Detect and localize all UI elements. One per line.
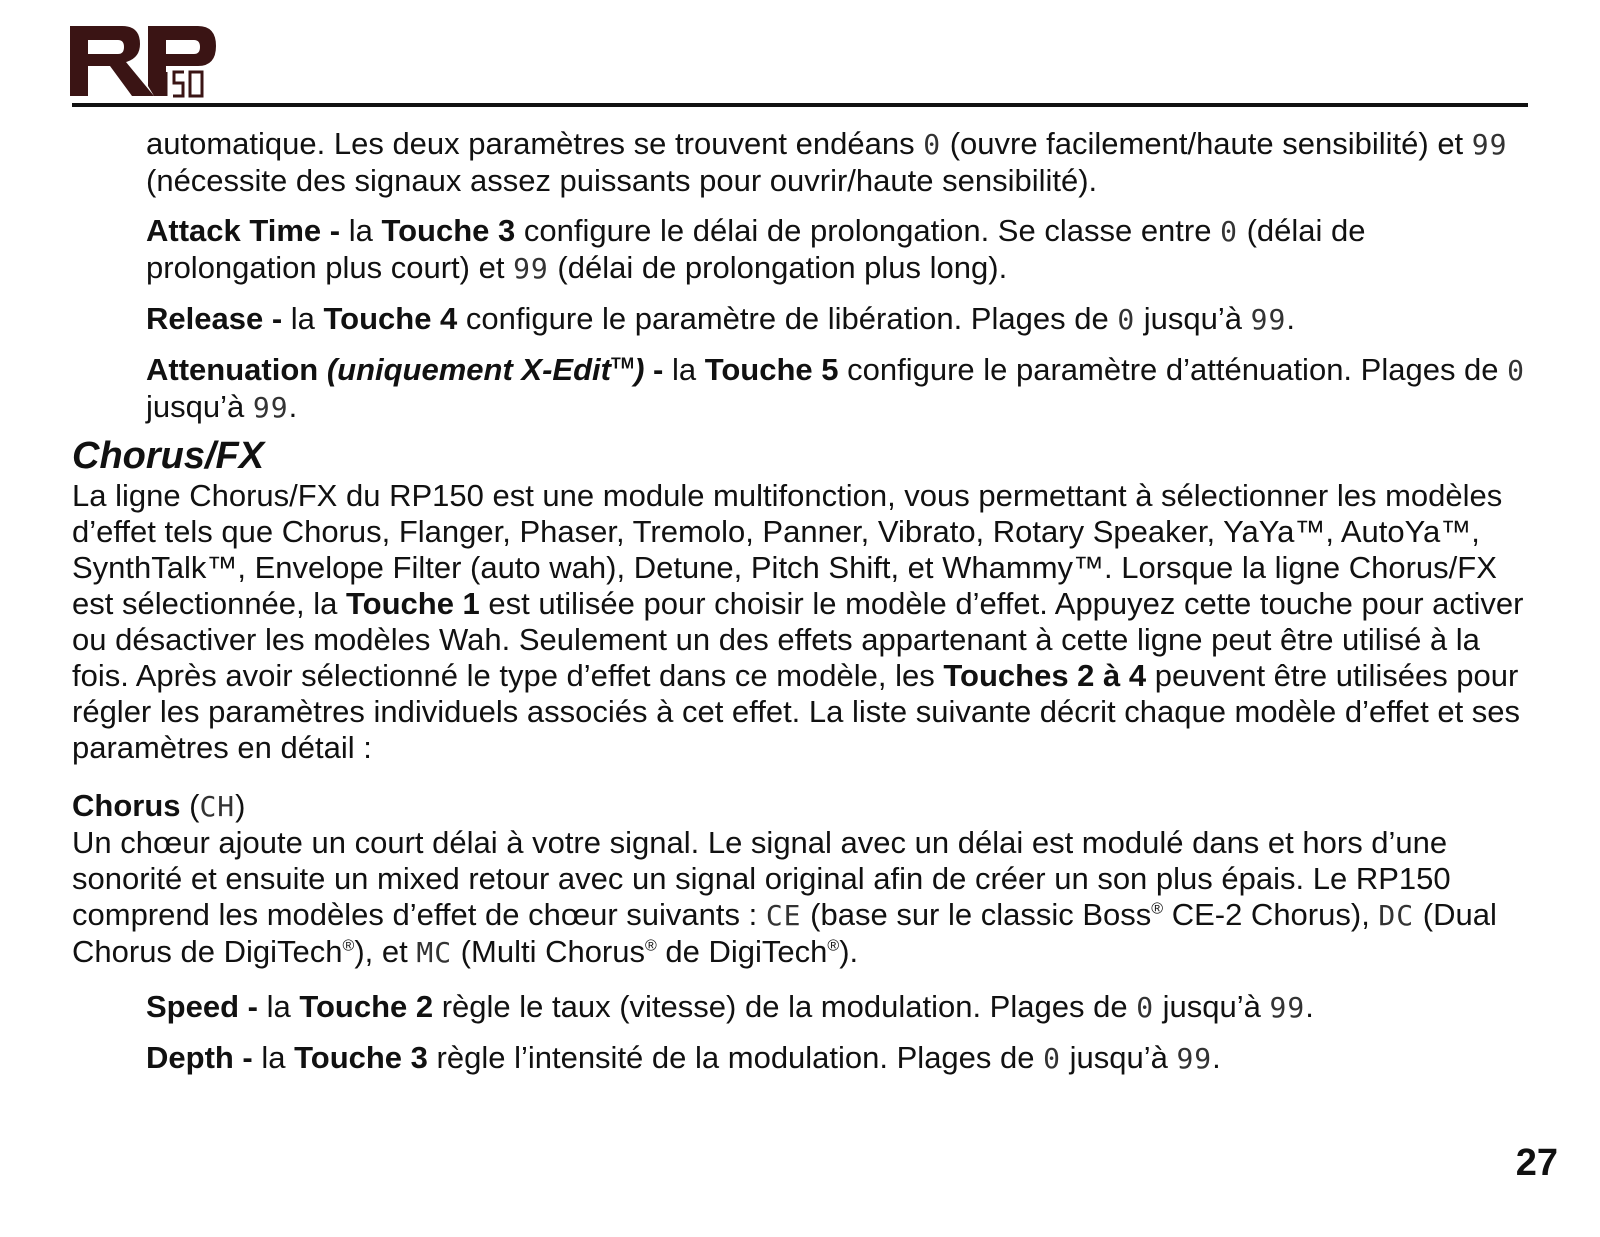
text: . (288, 389, 298, 424)
lcd-code: CH (199, 790, 236, 823)
lcd-value: 0 (923, 128, 942, 161)
lcd-code: MC (416, 936, 453, 969)
attack-time-paragraph (72, 213, 1532, 287)
text: jusqu’à (1060, 1040, 1177, 1075)
text: (nécessite des signaux assez puissants pour ouvrir/haute sensibilité). (146, 163, 1098, 198)
intro-paragraph (72, 126, 1532, 199)
trademark: TM (610, 355, 635, 373)
text: (délai de prolongation plus court) et (146, 213, 1366, 285)
param-label: Release - (146, 301, 291, 336)
depth-paragraph (72, 1040, 1532, 1077)
text: (Multi Chorus (452, 934, 645, 969)
text: . (1212, 1040, 1221, 1075)
lcd-value: 99 (513, 252, 549, 285)
text: jusqu’à (146, 389, 253, 424)
key-ref: Touche 2 (299, 989, 434, 1024)
text: configure le paramètre d’atténuation. Plages de (838, 352, 1508, 387)
lcd-value: 0 (1220, 215, 1238, 248)
page-content (72, 126, 1532, 1077)
lcd-value: 99 (1176, 1042, 1213, 1075)
text: . (1305, 989, 1314, 1024)
lcd-value: 0 (1507, 354, 1526, 387)
text: de DigiTech (656, 934, 828, 969)
text: ), et (354, 934, 417, 969)
lcd-value: 99 (1269, 991, 1306, 1024)
text: Un chœur ajoute un court délai à votre signal. Le signal avec un délai est modulé dans et hors d’une sonorité et ensuite un mixed retour avec un signal original afin de créer un son plus épais. Le RP150 comprend les modèles d’effet de chœur suivants : (72, 825, 1451, 932)
rp150-logo (70, 24, 220, 98)
page-number: 27 (1515, 1142, 1558, 1184)
attenuation-paragraph (72, 352, 1532, 426)
text: règle le taux (vitesse) de la modulation. Plages de (433, 989, 1137, 1024)
lcd-value: 0 (1117, 303, 1136, 336)
text: CE-2 Chorus), (1163, 897, 1379, 932)
text: - (644, 352, 672, 387)
text: (délai de prolongation plus long). (548, 250, 1008, 285)
text: jusqu’à (1135, 301, 1251, 336)
text: automatique. Les deux paramètres se trouvent endéans (146, 126, 924, 161)
release-paragraph (72, 301, 1532, 338)
param-label: Depth - (146, 1040, 262, 1075)
param-label: Speed - (146, 989, 267, 1024)
speed-paragraph (72, 989, 1532, 1026)
registered-mark: ® (645, 937, 657, 955)
text: (base sur le classic Boss (801, 897, 1152, 932)
lcd-value: 99 (1471, 128, 1508, 161)
text: peuvent être utilisées pour régler les paramètres individuels associés à cet effet. La liste suivante décrit chaque modèle d’effet et ses paramètres en détail : (72, 658, 1521, 765)
key-ref: Touche 4 (323, 301, 458, 336)
registered-mark: ® (342, 937, 355, 955)
key-ref: Touche 3 (294, 1040, 428, 1075)
text: configure le délai de prolongation. Se classe entre (515, 213, 1221, 248)
text: ) (634, 352, 645, 387)
text: la (671, 352, 705, 387)
text: jusqu’à (1154, 989, 1270, 1024)
chorus-title (72, 788, 1532, 825)
chorus-fx-paragraph (72, 478, 1532, 766)
text: configure le paramètre de libération. Plages de (457, 301, 1118, 336)
text: la (261, 1040, 295, 1075)
lcd-value: 99 (1250, 303, 1287, 336)
text: ) (235, 788, 246, 823)
text: (ouvre facilement/haute sensibilité) et (941, 126, 1472, 161)
key-ref: Touche 1 (346, 586, 480, 621)
text: la (266, 989, 300, 1024)
param-note: (uniquement X-Edit (326, 352, 611, 387)
text: . (1286, 301, 1295, 336)
param-label: Attenuation (146, 352, 327, 387)
text: la (348, 213, 382, 248)
lcd-value: 99 (252, 391, 289, 424)
registered-mark: ® (827, 937, 840, 955)
lcd-value: 0 (1043, 1042, 1061, 1075)
key-ref: Touches 2 à 4 (943, 658, 1147, 693)
header-rule (72, 103, 1528, 107)
param-label: Attack Time - (146, 213, 349, 248)
text: La ligne Chorus/FX du RP150 est une module multifonction, vous permettant à sélectionner les modèles d’effet tels que Chorus, Flanger, Phaser, Tremolo, Panner, Vibrato, Rotary Speaker, YaYa™, AutoYa™, SynthTalk™, Envelope Filter (auto wah), Detune, Pitch Shift, et Whammy™. Lorsque la ligne Chorus/FX est sélectionnée, la (72, 478, 1503, 621)
section-heading-chorus-fx: Chorus/FX (72, 435, 265, 477)
text: règle l’intensité de la modulation. Plages de (427, 1040, 1044, 1075)
lcd-code: DC (1378, 899, 1415, 932)
chorus-paragraph (72, 825, 1532, 971)
lcd-value: 0 (1136, 991, 1155, 1024)
text: est utilisée pour choisir le modèle d’effet. Appuyez cette touche pour activer ou désactiver les modèles Wah. Seulement un des effets appartenant à cette ligne peut être utilisé à la fois. Après avoir sélectionné le type d’effet dans ce modèle, les (72, 586, 1524, 693)
key-ref: Touche 3 (381, 213, 516, 248)
registered-mark: ® (1151, 900, 1164, 918)
text: ( (180, 788, 200, 823)
text: ). (839, 934, 859, 969)
key-ref: Touche 5 (704, 352, 839, 387)
text: (Dual Chorus de DigiTech (72, 897, 1497, 969)
lcd-code: CE (765, 899, 802, 932)
text: la (290, 301, 324, 336)
model-title: Chorus (72, 788, 181, 823)
